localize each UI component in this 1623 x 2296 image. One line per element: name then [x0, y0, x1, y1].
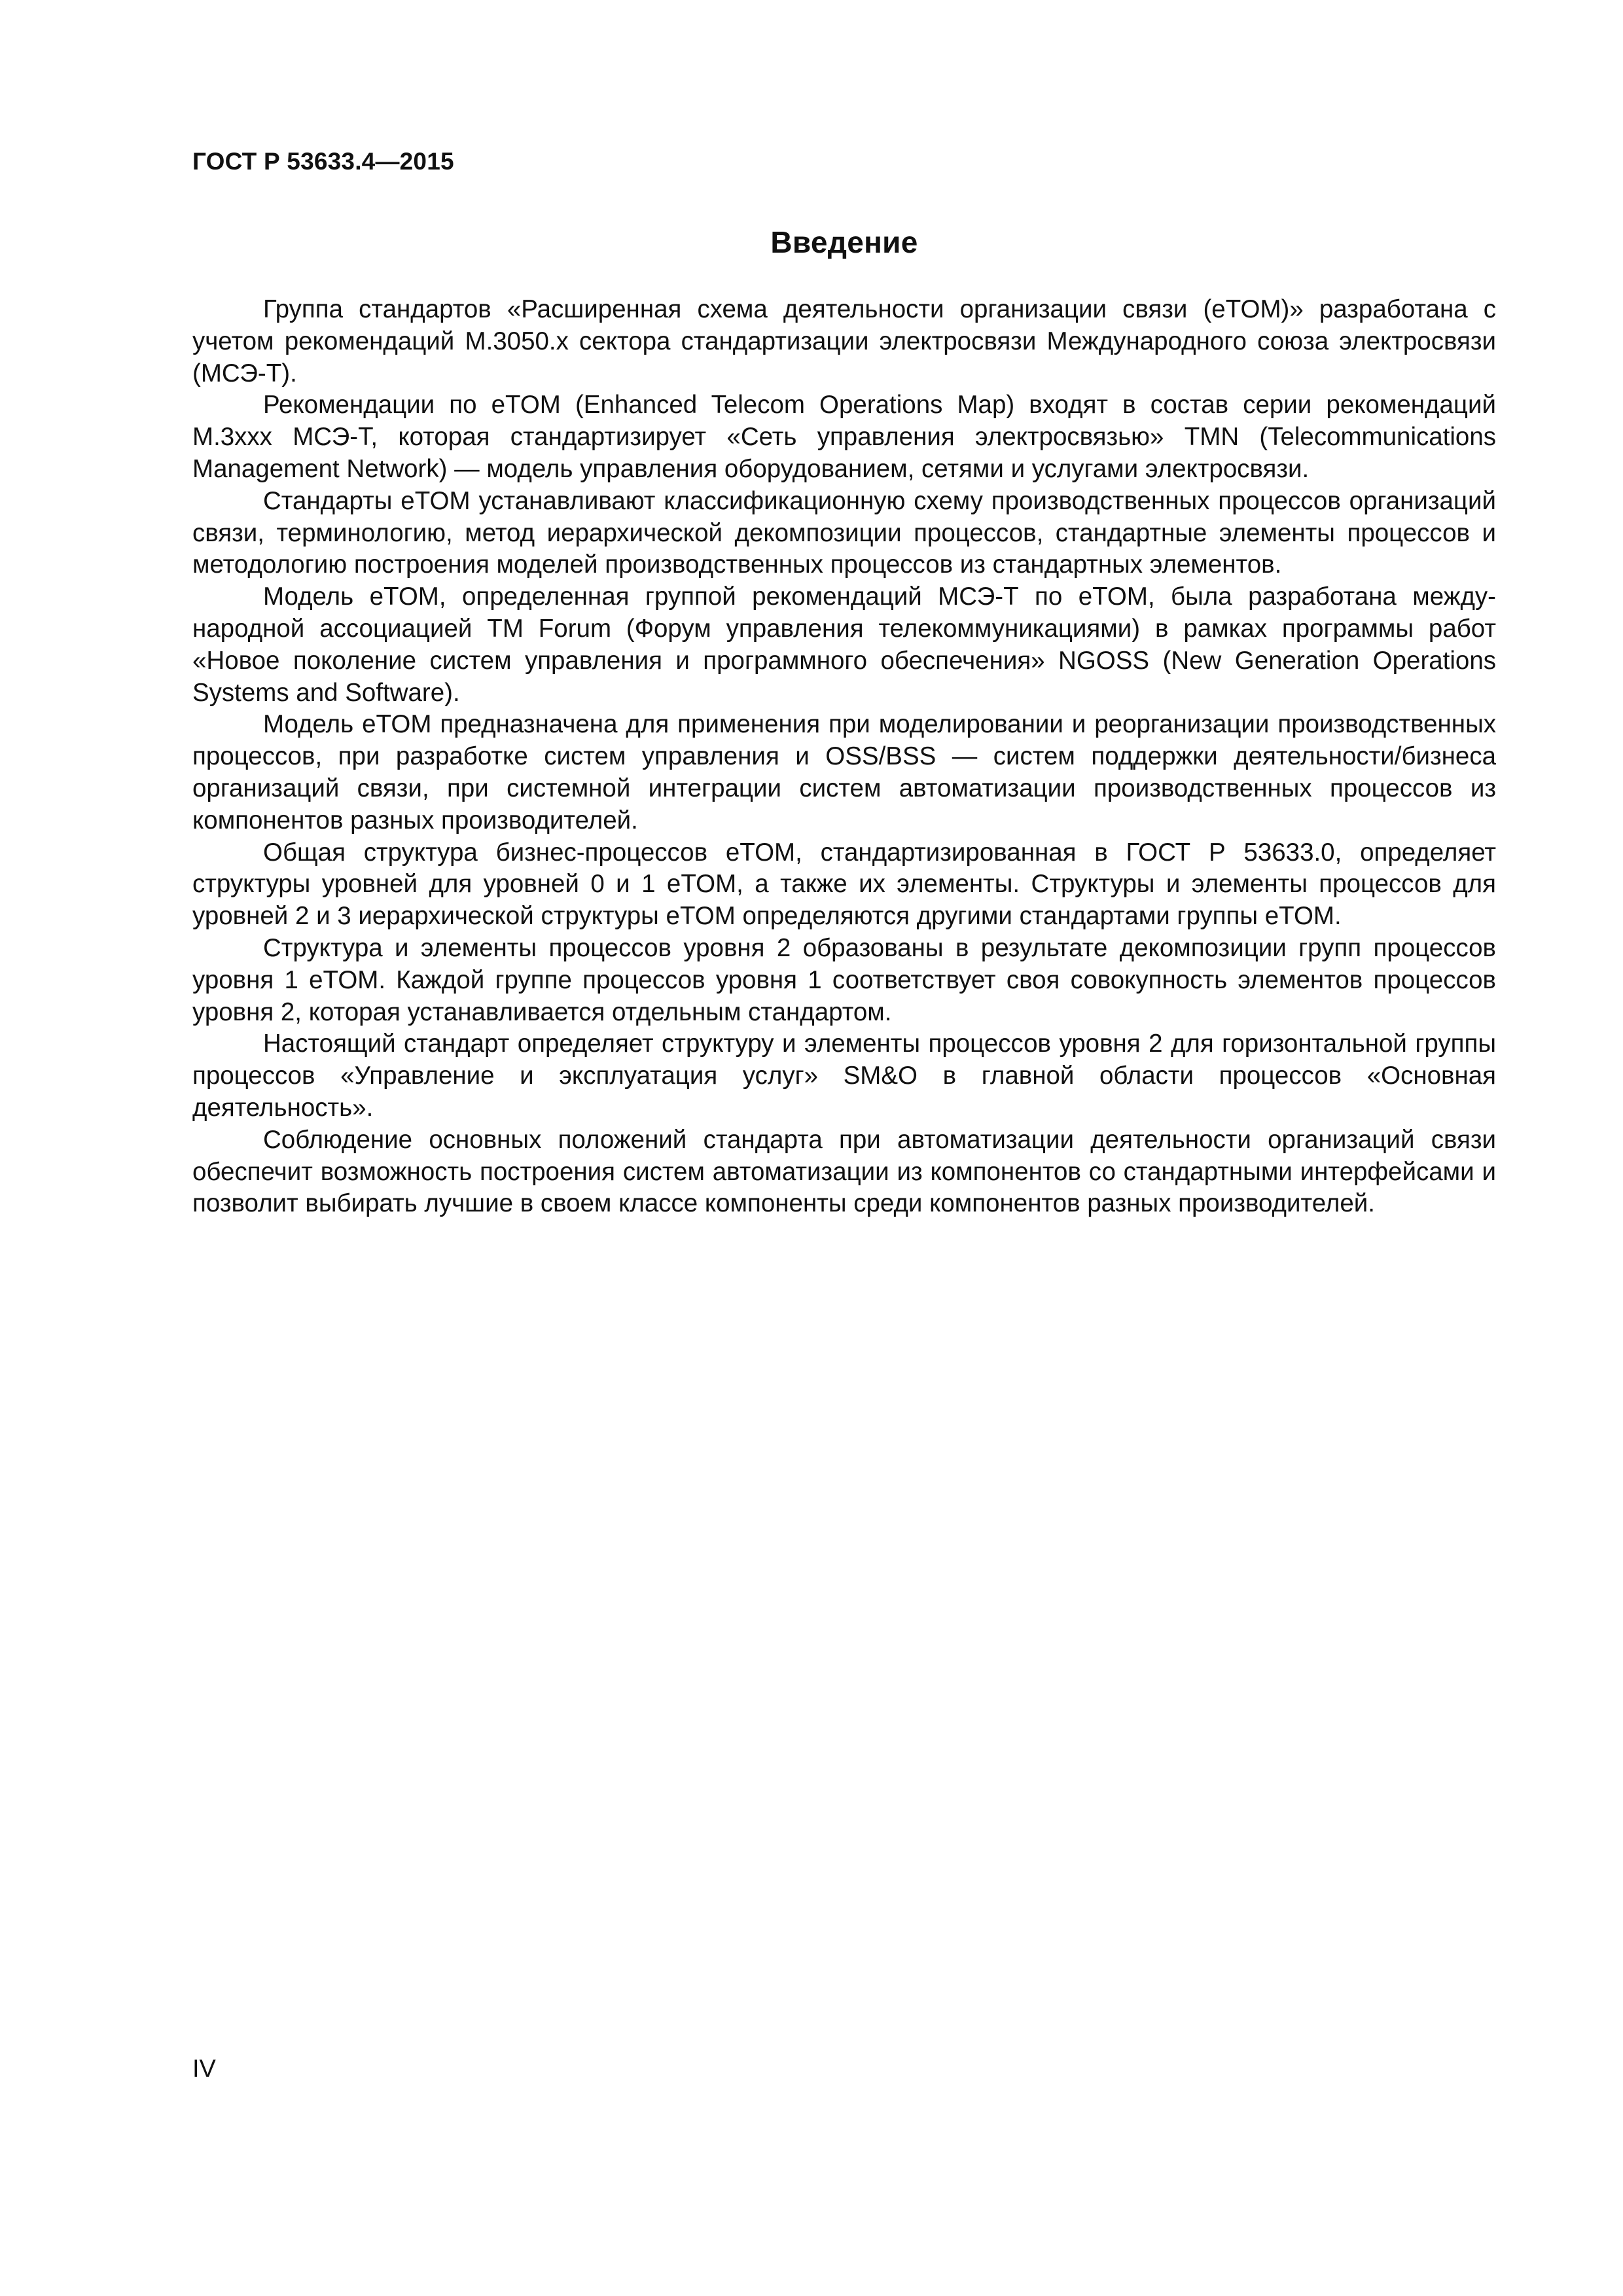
paragraph: Рекомендации по eTOM (Enhanced Telecom Operations Map) входят в состав серии рекомендаций М.3ххх МСЭ-Т, которая стандартизирует «Сеть управления электросвязью» TMN (Telecommunications Management Network) — модель управления оборудованием, сетями и услугами электросвязи.: [192, 391, 1496, 483]
paragraph: Настоящий стандарт определяет структуру и элементы процессов уровня 2 для горизонтальной группы процессов «Управление и эксплуатация услуг» SM&O в главной области процессов «Основная деятельность».: [192, 1030, 1496, 1122]
paragraph: Модель eTOM, определенная группой рекомендаций МСЭ-Т по eTOM, была разработана международной ассоциацией TM Forum (Форум управления телекоммуникациями) в рамках программы работ «Новое поколение систем управления и программного обеспечения» NGOSS (New Generation Operations Systems and Software).: [192, 583, 1496, 707]
document-header-standard-id: ГОСТ Р 53633.4—2015: [192, 148, 454, 175]
paragraph: Соблюдение основных положений стандарта при автоматизации деятельности организаций связи обеспечит возможность построения систем автоматизации из компонентов со стандартными интерфейсами и позволит выбирать лучшие в своем классе компоненты среди компонентов разных производителей.: [192, 1125, 1496, 1218]
paragraph: Структура и элементы процессов уровня 2 образованы в результате декомпозиции групп процессов уровня 1 eTOM. Каждой группе процессов уровня 1 соответствует своя совокупность элементов процессов уровня 2, которая устанавливается отдельным стандартом.: [192, 933, 1496, 1026]
section-title: Введение: [770, 225, 918, 259]
paragraph: Общая структура бизнес-процессов eTOM, стандартизированная в ГОСТ Р 53633.0, определяет структуры уровней для уровней 0 и 1 eTOM, а также их элементы. Структуры и элементы процессов для уровней 2 и 3 иерархической структуры eTOM определяются другими стандартами группы eTOM.: [192, 838, 1496, 931]
paragraph: Группа стандартов «Расширенная схема деятельности организации связи (eTOM)» разработана с учетом рекомендаций М.3050.x сектора стандартизации электросвязи Международного союза электросвязи (МСЭ-Т).: [192, 295, 1496, 387]
page-number: IV: [192, 2055, 216, 2083]
paragraph: Модель eTOM предназначена для применения при моделировании и реорганизации производственных процессов, при разработке систем управления и OSS/BSS — систем поддержки деятельности/бизнеса организаций связи, при системной интеграции систем автоматизации производственных процессов из компонентов разных производителей.: [192, 710, 1496, 834]
paragraph: Стандарты eTOM устанавливают классификационную схему производственных процессов организаций связи, терминологию, метод иерархической декомпозиции процессов, стандартные элементы процессов и методологию построения моделей производственных процессов из стандартных элементов.: [192, 486, 1496, 579]
introduction-body: [192, 294, 1496, 1220]
